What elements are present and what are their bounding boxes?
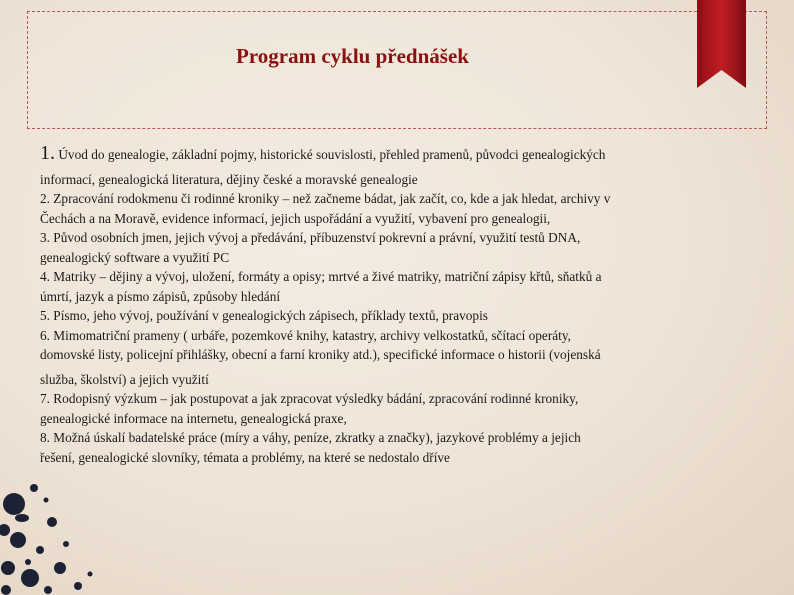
list-line: 8. Možná úskalí badatelské práce (míry a váhy, peníze, zkratky a značky), jazykové problémy a jejich xyxy=(40,430,581,445)
list-line: 6. Mimomatriční prameny ( urbáře, pozemkové knihy, katastry, archivy velkostatků, sčítací operáty, xyxy=(40,327,571,343)
bookmark-ribbon-icon xyxy=(697,0,746,90)
list-line: 4. Matriky – dějiny a vývoj, uložení, formáty a opisy; mrtvé a živé matriky, matriční zápisy křtů, sňatků a xyxy=(40,269,602,284)
ink-splatter-icon xyxy=(0,478,120,595)
list-line: domovské listy, policejní přihlášky, obecní a farní kroniky atd.), specifické informace o historii (vojenská xyxy=(40,347,601,362)
list-line: informací, genealogická literatura, dějiny české a moravské genealogie xyxy=(40,171,418,187)
first-item-number: 1. xyxy=(40,142,55,164)
page-title: Program cyklu přednášek xyxy=(236,44,469,68)
list-line: řešení, genealogické slovníky, témata a problémy, na které se nedostalo dříve xyxy=(40,449,450,465)
title-frame xyxy=(27,11,767,129)
list-line: 3. Původ osobních jmen, jejich vývoj a předávání, příbuzenství pokrevní a právní, využití testů DNA, xyxy=(40,230,581,245)
list-line: úmrtí, jazyk a písmo zápisů, způsoby hledání xyxy=(40,288,281,304)
list-line: genealogické informace na internetu, genealogická praxe, xyxy=(40,410,347,426)
list-line: Čechách a na Moravě, evidence informací, jejich uspořádání a využití, vybavení pro genealogii, xyxy=(40,210,551,226)
list-line: 5. Písmo, jeho vývoj, používání v genealogických zápisech, příklady textů, pravopis xyxy=(40,308,488,323)
list-line: 2. Zpracování rodokmenu či rodinné kroniky – než začneme bádat, jak začít, co, kde a jak hledat, archivy v xyxy=(40,191,611,206)
list-line: genealogický software a využití PC xyxy=(40,249,230,265)
list-line: služba, školství) a jejich využití xyxy=(40,371,209,387)
list-line-1: 1. Úvod do genealogie, základní pojmy, historické souvislosti, přehled pramenů, původci genealogických xyxy=(40,142,606,164)
list-line: 7. Rodopisný výzkum – jak postupovat a jak zpracovat výsledky bádání, zpracování rodinné kroniky, xyxy=(40,391,579,406)
lecture-program-list xyxy=(40,144,740,467)
